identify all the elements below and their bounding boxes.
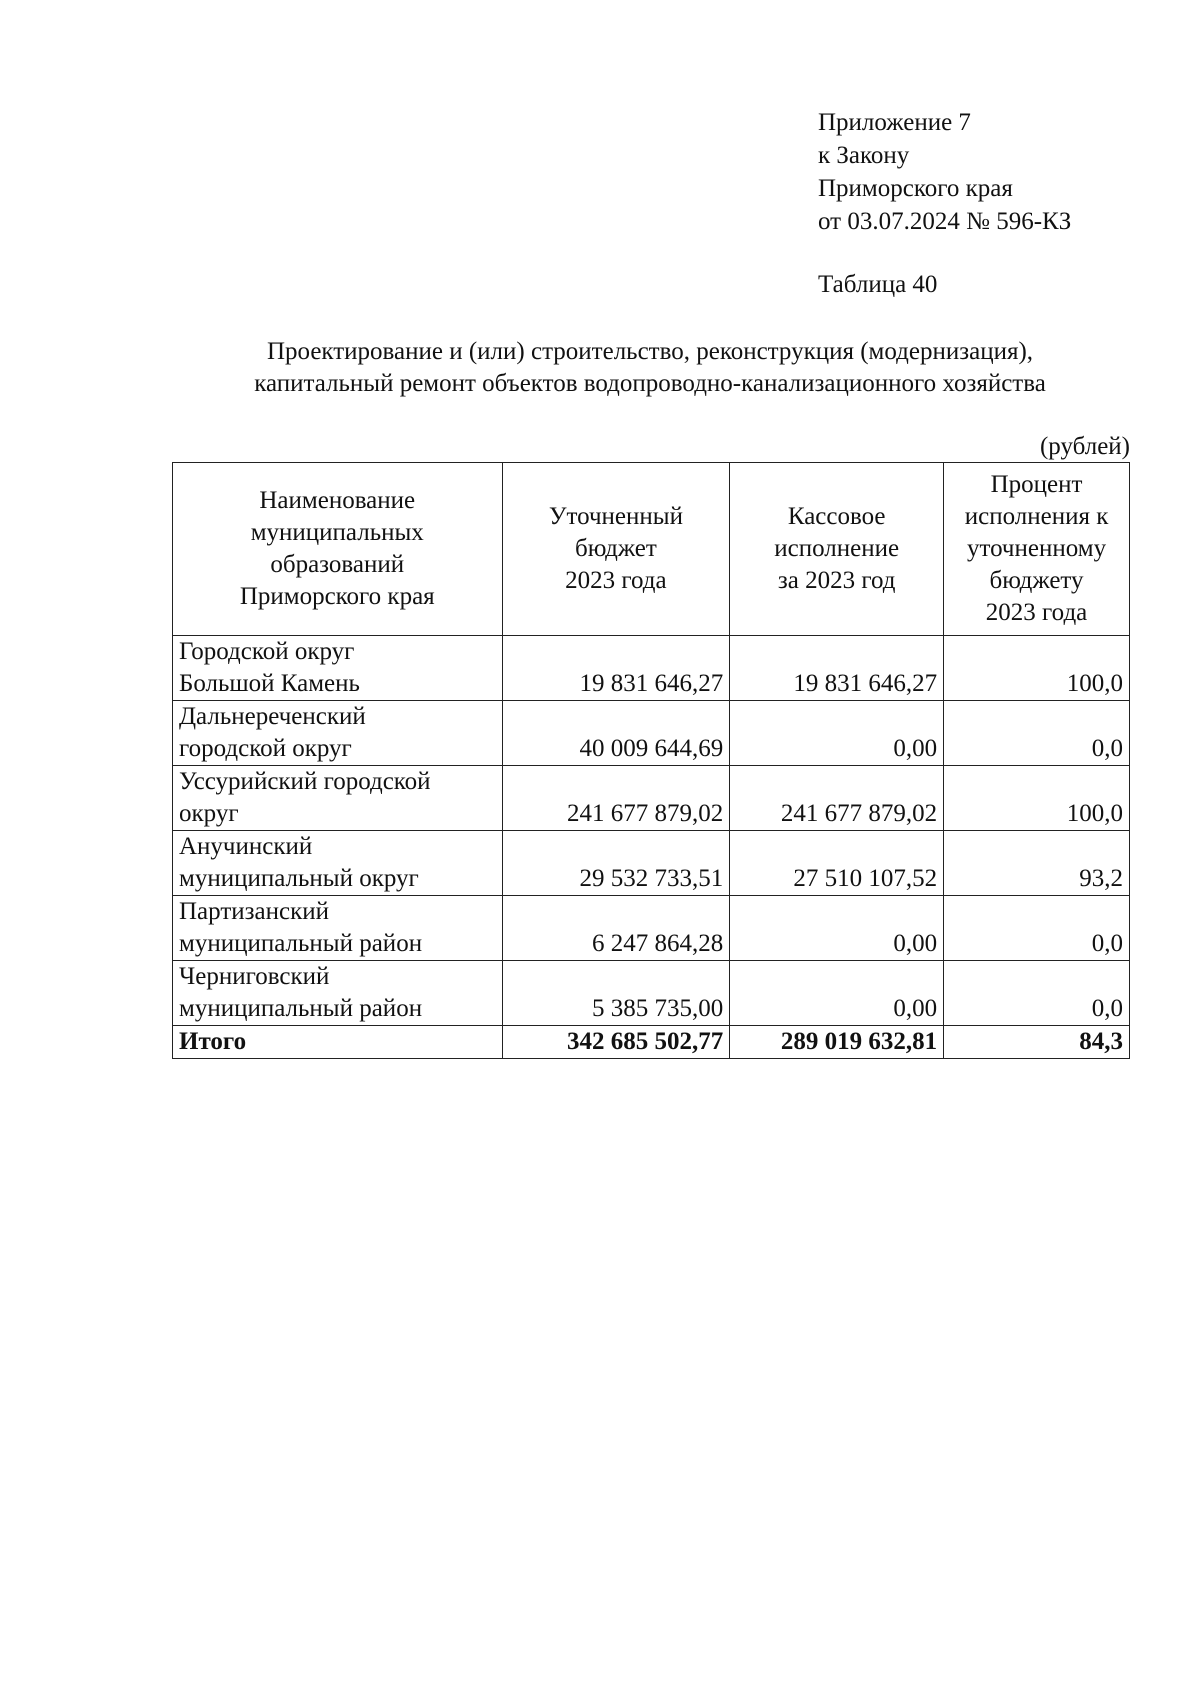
table-row [173, 766, 1130, 831]
table-row [173, 701, 1130, 766]
header-line: Процент [990, 471, 1083, 498]
header-line: 2023 года [565, 567, 667, 594]
row-name-line: Уссурийский городской [179, 768, 431, 795]
row-execution: 0,00 [730, 896, 944, 961]
row-name [173, 636, 503, 701]
table-header-row [173, 463, 1130, 636]
row-name-line: Дальнереченский [179, 703, 366, 730]
units-label: (рублей) [1039, 433, 1130, 460]
row-percent: 93,2 [944, 831, 1130, 896]
appendix-block [818, 106, 1071, 238]
header-line: Приморского края [239, 583, 435, 610]
row-budget: 241 677 879,02 [502, 766, 730, 831]
row-percent: 100,0 [944, 636, 1130, 701]
row-name [173, 896, 503, 961]
row-name-line: муниципальный район [179, 930, 423, 957]
header-execution [730, 463, 944, 636]
header-budget [502, 463, 730, 636]
row-name-line: Большой Камень [179, 670, 360, 697]
appendix-line: к Закону [818, 142, 910, 169]
header-line: Уточненный [548, 503, 683, 530]
row-execution: 19 831 646,27 [730, 636, 944, 701]
row-execution: 27 510 107,52 [730, 831, 944, 896]
total-budget: 342 685 502,77 [502, 1026, 730, 1059]
table-row [173, 961, 1130, 1026]
appendix-line: Приложение 7 [818, 109, 971, 136]
appendix-line: Приморского края [818, 175, 1013, 202]
header-line: за 2023 год [777, 567, 896, 594]
row-name-line: городской округ [179, 735, 352, 762]
header-line: уточненному [966, 535, 1107, 562]
header-line: муниципальных [250, 519, 424, 546]
header-percent [944, 463, 1130, 636]
row-name-line: округ [179, 800, 239, 827]
header-line: бюджет [574, 535, 657, 562]
header-name [173, 463, 503, 636]
header-line: образований [270, 551, 405, 578]
row-execution: 0,00 [730, 701, 944, 766]
document-title [160, 336, 1140, 400]
header-line: бюджету [989, 567, 1084, 594]
row-percent: 0,0 [944, 896, 1130, 961]
row-name-line: Черниговский [179, 963, 330, 990]
budget-table [172, 462, 1130, 1059]
table-row [173, 636, 1130, 701]
header-line: 2023 года [985, 599, 1088, 626]
total-row [173, 1026, 1130, 1059]
row-budget: 29 532 733,51 [502, 831, 730, 896]
row-name [173, 831, 503, 896]
row-name [173, 766, 503, 831]
row-name-line: Анучинский [179, 833, 313, 860]
row-name-line: Партизанский [179, 898, 329, 925]
row-budget: 19 831 646,27 [502, 636, 730, 701]
title-line: Проектирование и (или) строительство, реконструкция (модернизация), [266, 338, 1034, 365]
row-name [173, 961, 503, 1026]
title-line: капитальный ремонт объектов водопроводно-канализационного хозяйства [254, 370, 1046, 397]
row-name-line: муниципальный округ [179, 865, 419, 892]
table-row [173, 831, 1130, 896]
appendix-line: от 03.07.2024 № 596-КЗ [818, 208, 1072, 235]
table-number: Таблица 40 [818, 271, 938, 298]
total-label: Итого [173, 1026, 503, 1059]
row-name-line: муниципальный район [179, 995, 423, 1022]
header-line: Кассовое [787, 503, 886, 530]
row-execution: 0,00 [730, 961, 944, 1026]
header-line: Наименование [259, 487, 416, 514]
total-execution: 289 019 632,81 [730, 1026, 944, 1059]
row-execution: 241 677 879,02 [730, 766, 944, 831]
row-percent: 100,0 [944, 766, 1130, 831]
row-budget: 40 009 644,69 [502, 701, 730, 766]
row-name [173, 701, 503, 766]
row-name-line: Городской округ [179, 638, 355, 665]
row-percent: 0,0 [944, 961, 1130, 1026]
header-line: исполнение [774, 535, 900, 562]
row-budget: 6 247 864,28 [502, 896, 730, 961]
table-row [173, 896, 1130, 961]
row-budget: 5 385 735,00 [502, 961, 730, 1026]
header-line: исполнения к [964, 503, 1109, 530]
total-percent: 84,3 [944, 1026, 1130, 1059]
row-percent: 0,0 [944, 701, 1130, 766]
